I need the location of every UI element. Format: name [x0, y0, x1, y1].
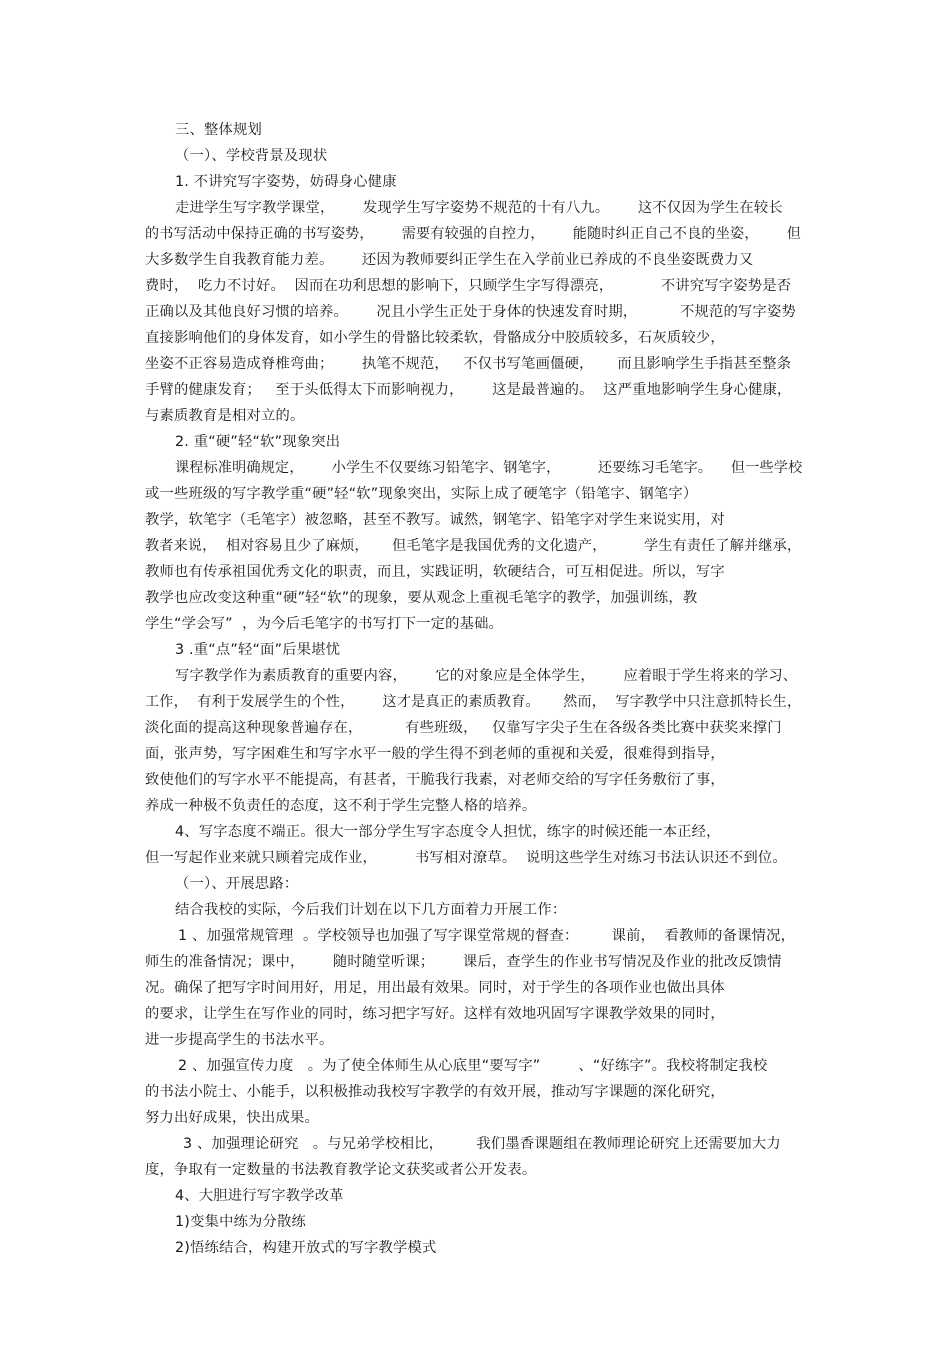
section-heading: 三、整体规划 — [175, 122, 262, 138]
item-heading: 3 .重“点”轻“面”后果堪忧 — [175, 642, 341, 658]
paragraph-line: 的书法小院士、小能手，以积极推动我校写字教学的有效开展，推动写字课题的深化研究， — [145, 1084, 725, 1100]
paragraph-line: 工作， 有利于发展学生的个性， 这才是真正的素质教育。 然而， 写字教学中只注意抓特长生， — [145, 694, 802, 710]
paragraph-line: 课程标准明确规定， 小学生不仅要练习铅笔字、钢笔字， 还要练习毛笔字。 但一些学校 — [175, 460, 803, 476]
paragraph-line: 3 、加强理论研究 。与兄弟学校相比， 我们墨香课题组在教师理论研究上还需要加大力 — [183, 1136, 781, 1152]
list-item: 2)悟练结合，构建开放式的写字教学模式 — [175, 1240, 437, 1256]
paragraph-line: 直接影响他们的身体发育，如小学生的骨骼比较柔软，骨骼成分中胶质较多，石灰质较少， — [145, 330, 725, 346]
paragraph-line: 师生的准备情况；课中， 随时随堂听课； 课后，查学生的作业书写情况及作业的批改反馈情 — [145, 954, 782, 970]
item-heading: 1. 不讲究写字姿势，妨碍身心健康 — [175, 174, 397, 190]
paragraph-line: 与素质教育是相对立的。 — [145, 408, 305, 424]
paragraph-line: 写字教学作为素质教育的重要内容， 它的对象应是全体学生， 应着眼于学生将来的学习、 — [175, 668, 798, 684]
paragraph-line: 教者来说， 相对容易且少了麻烦， 但毛笔字是我国优秀的文化遗产， 学生有责任了解并继承， — [145, 538, 802, 554]
paragraph-line: 进一步提高学生的书法水平。 — [145, 1032, 334, 1048]
paragraph-line: 淡化面的提高这种现象普遍存在， 有些班级， 仅靠写字尖子生在各级各类比赛中获奖来撑门 — [145, 720, 782, 736]
paragraph-line: 养成一种极不负责任的态度，这不利于学生完整人格的培养。 — [145, 798, 537, 814]
paragraph-line: 教学也应改变这种重“硬”轻“软”的现象，要从观念上重视毛笔字的教学，加强训练，教 — [145, 590, 698, 606]
paragraph-line: 手臂的健康发育； 至于头低得太下而影响视力， 这是最普遍的。 这严重地影响学生身心健康， — [145, 382, 792, 398]
paragraph-line: 教学，软笔字（毛笔字）被忽略，甚至不教写。诚然，钢笔字、铅笔字对学生来说实用，对 — [145, 512, 725, 528]
paragraph-line: 2 、加强宣传力度 。为了使全体师生从心底里“要写字” 、“好练字”。我校将制定我校 — [178, 1058, 768, 1074]
paragraph-line: 学生“学会写” ，为今后毛笔字的书写打下一定的基础。 — [145, 616, 504, 632]
paragraph-line: 努力出好成果，快出成果。 — [145, 1110, 319, 1126]
list-item: 1)变集中练为分散练 — [175, 1214, 307, 1230]
paragraph-line: 4、写字态度不端正。很大一部分学生写字态度令人担忧，练字的时候还能一本正经， — [175, 824, 721, 840]
paragraph-line: 况。确保了把写字时间用好，用足，用出最有效果。同时，对于学生的各项作业也做出具体 — [145, 980, 725, 996]
paragraph-line: 正确以及其他良好习惯的培养。 况且小学生正处于身体的快速发育时期， 不规范的写字姿势 — [145, 304, 797, 320]
paragraph-line: 结合我校的实际，今后我们计划在以下几方面着力开展工作： — [175, 902, 567, 918]
subsection-heading: （一）、学校背景及现状 — [175, 148, 328, 164]
paragraph-line: 度，争取有一定数量的书法教育教学论文获奖或者公开发表。 — [145, 1162, 537, 1178]
paragraph-line: 走进学生写字教学课堂， 发现学生写字姿势不规范的十有八九。 这不仅因为学生在较长 — [175, 200, 783, 216]
paragraph-line: 面，张声势，写字困难生和写字水平一般的学生得不到老师的重视和关爱，很难得到指导， — [145, 746, 725, 762]
item-heading: 2. 重“硬”轻“软”现象突出 — [175, 434, 341, 450]
paragraph-line: 但一写起作业来就只顾着完成作业， 书写相对潦草。 说明这些学生对练习书法认识还不到位。 — [145, 850, 787, 866]
paragraph-line: 的书写活动中保持正确的书写姿势， 需要有较强的自控力， 能随时纠正自己不良的坐姿， 但 — [145, 226, 801, 242]
paragraph-line: 坐姿不正容易造成脊椎弯曲； 执笔不规范， 不仅书写笔画僵硬， 而且影响学生手指甚至整条 — [145, 356, 792, 372]
paragraph-line: 或一些班级的写字教学重“硬”轻“软”现象突出，实际上成了硬笔字（铅笔字、钢笔字） — [145, 486, 698, 502]
item-heading: 4、大胆进行写字教学改革 — [175, 1188, 344, 1204]
paragraph-line: 的要求，让学生在写作业的同时，练习把字写好。这样有效地巩固写字课教学效果的同时， — [145, 1006, 725, 1022]
paragraph-line: 大多数学生自我教育能力差。 还因为教师要纠正学生在入学前业已养成的不良坐姿既费力又 — [145, 252, 754, 268]
paragraph-line: 致使他们的写字水平不能提高，有甚者，干脆我行我素，对老师交给的写字任务敷衍了事， — [145, 772, 725, 788]
paragraph-line: 1 、加强常规管理 。学校领导也加强了写字课堂常规的督查： 课前， 看教师的备课情况， — [178, 928, 796, 944]
paragraph-line: 费时， 吃力不讨好。 因而在功利思想的影响下，只顾学生字写得漂亮， 不讲究写字姿势是否 — [145, 278, 792, 294]
paragraph-line: 教师也有传承祖国优秀文化的职责，而且，实践证明，软硬结合，可互相促进。所以，写字 — [145, 564, 725, 580]
subsection-heading: （一）、开展思路： — [175, 876, 299, 892]
